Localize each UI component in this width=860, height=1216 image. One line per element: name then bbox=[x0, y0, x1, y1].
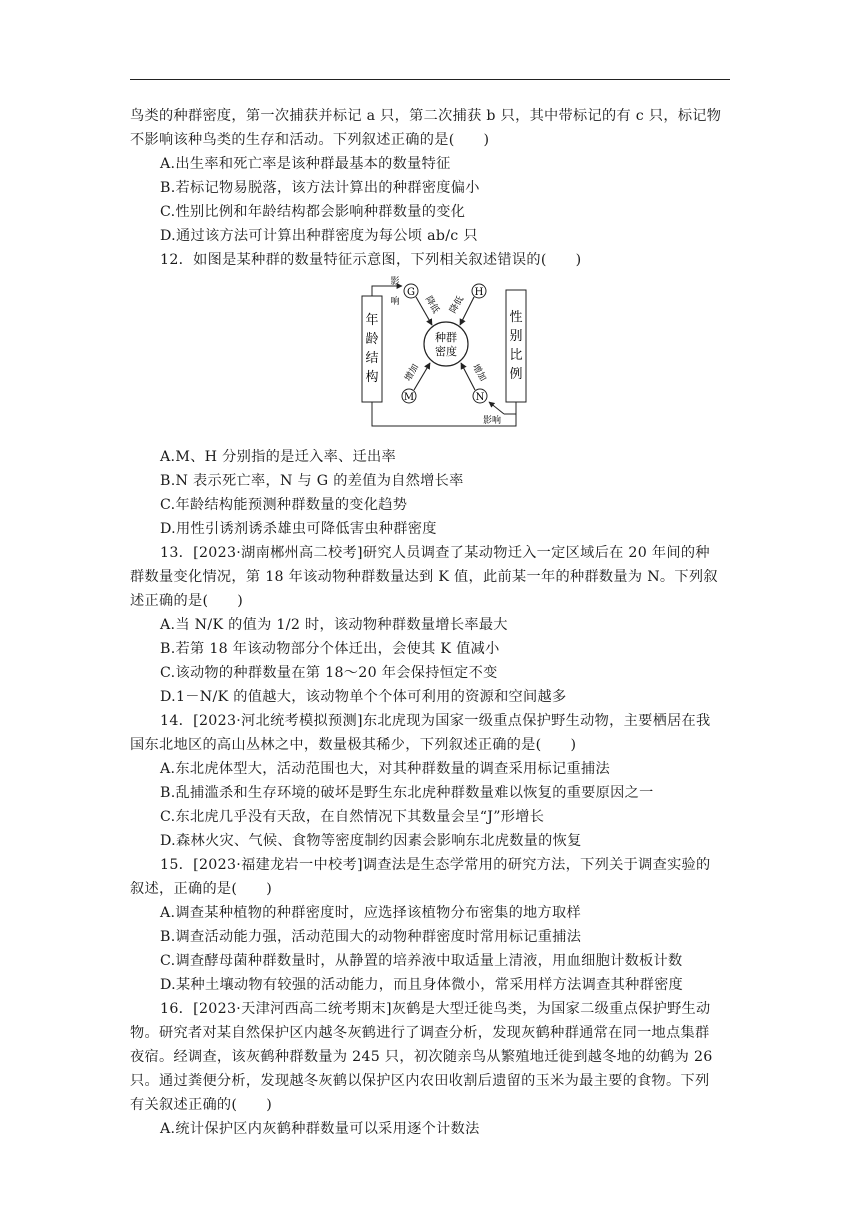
q15-line-1: 15．[2023·福建龙岩一中校考]调查法是生态学常用的研究方法，下列关于调查实验的 bbox=[160, 857, 711, 873]
age-structure-box bbox=[362, 296, 382, 402]
q11-option-d[interactable]: D.通过该方法可计算出种群密度为每公顷 ab/c 只 bbox=[160, 228, 478, 244]
q16-option-a[interactable]: A.统计保护区内灰鹤种群数量可以采用逐个计数法 bbox=[160, 1121, 480, 1137]
node-h-label: H bbox=[474, 287, 484, 298]
population-density-label: 种群 bbox=[435, 331, 457, 344]
sex-ratio-char: 别 bbox=[509, 329, 523, 344]
arrow-n-label: 增加 bbox=[469, 362, 488, 384]
population-feature-diagram bbox=[350, 272, 540, 432]
q12-option-d[interactable]: D.用性引诱剂诱杀雄虫可降低害虫种群密度 bbox=[160, 521, 437, 537]
q16-line-3: 夜宿。经调查，该灰鹤种群数量为 245 只，初次随亲鸟从繁殖地迁徙到越冬地的幼鹤为 26 bbox=[130, 1049, 713, 1065]
node-m-label: M bbox=[403, 392, 415, 403]
q16-line-4: 只。通过粪便分析，发现越冬灰鹤以保护区内农田收割后遗留的玉米为最主要的食物。下列 bbox=[130, 1073, 710, 1089]
q15-option-c[interactable]: C.调查酵母菌种群数量时，从静置的培养液中取适量上清液，用血细胞计数板计数 bbox=[160, 953, 683, 969]
q13-line-3: 述正确的是( ) bbox=[130, 593, 244, 609]
q14-option-a[interactable]: A.东北虎体型大，活动范围也大，对其种群数量的调查采用标记重捕法 bbox=[160, 761, 610, 777]
q14-line-1: 14．[2023·河北统考模拟预测]东北虎现为国家一级重点保护野生动物，主要栖居在我 bbox=[160, 713, 711, 729]
q15-line-2: 叙述，正确的是( ) bbox=[130, 881, 273, 897]
header-rule bbox=[130, 79, 730, 80]
q15-option-a[interactable]: A.调查某种植物的种群密度时，应选择该植物分布密集的地方取样 bbox=[160, 905, 582, 921]
arrow-g-label: 降低 bbox=[422, 294, 441, 316]
q16-line-2: 物。研究者对某自然保护区内越冬灰鹤进行了调查分析，发现灰鹤种群通常在同一地点集群 bbox=[130, 1025, 710, 1041]
influence-arrow-top bbox=[372, 286, 402, 296]
q11-option-c[interactable]: C.性别比例和年龄结构都会影响种群数量的变化 bbox=[160, 204, 466, 220]
q12-stem: 12．如图是某种群的数量特征示意图，下列相关叙述错误的( ) bbox=[160, 252, 582, 268]
q12-option-a[interactable]: A.M、H 分别指的是迁入率、迁出率 bbox=[160, 449, 397, 465]
q11-line-2: 不影响该种鸟类的生存和活动。下列叙述正确的是( ) bbox=[130, 132, 490, 148]
age-structure-char: 年 bbox=[365, 313, 379, 328]
q13-option-a[interactable]: A.当 N/K 的值为 1/2 时，该动物种群数量增长率最大 bbox=[160, 617, 508, 633]
influence-bottom-label: 影响 bbox=[482, 416, 502, 426]
sex-ratio-char: 比 bbox=[509, 348, 523, 363]
sex-ratio-box bbox=[506, 290, 526, 402]
q16-line-1: 16．[2023·天津河西高二统考期末]灰鹤是大型迁徙鸟类，为国家二级重点保护野生动 bbox=[160, 1001, 711, 1017]
arrow-h-label: 降低 bbox=[448, 294, 467, 316]
sex-ratio-char: 例 bbox=[509, 367, 523, 382]
q15-option-b[interactable]: B.调查活动能力强，活动范围大的动物种群密度时常用标记重捕法 bbox=[160, 929, 582, 945]
population-density-node bbox=[424, 322, 468, 366]
node-g-label: G bbox=[407, 287, 415, 298]
q16-line-5: 有关叙述正确的( ) bbox=[130, 1097, 273, 1113]
sex-ratio-char: 性 bbox=[509, 310, 523, 325]
age-structure-char: 结 bbox=[365, 351, 379, 366]
q13-line-1: 13．[2023·湖南郴州高二校考]研究人员调查了某动物迁入一定区域后在 20 年间的种 bbox=[160, 545, 710, 561]
arrow-m-label: 增加 bbox=[403, 362, 422, 384]
q14-option-d[interactable]: D.森林火灾、气候、食物等密度制约因素会影响东北虎数量的恢复 bbox=[160, 833, 582, 849]
q14-option-b[interactable]: B.乱捕滥杀和生存环境的破坏是野生东北虎种群数量难以恢复的重要原因之一 bbox=[160, 785, 654, 801]
q14-line-2: 国东北地区的高山丛林之中，数量极其稀少，下列叙述正确的是( ) bbox=[130, 737, 577, 753]
age-structure-char: 构 bbox=[365, 370, 379, 385]
influence-top-char: 影 bbox=[390, 277, 400, 287]
population-density-label: 密度 bbox=[435, 345, 457, 358]
q14-option-c[interactable]: C.东北虎几乎没有天敌，在自然情况下其数量会呈“J”形增长 bbox=[160, 809, 545, 825]
q15-option-d[interactable]: D.某种土壤动物有较强的活动能力，而且身体微小，常采用样方法调查其种群密度 bbox=[160, 977, 684, 993]
q12-option-c[interactable]: C.年龄结构能预测种群数量的变化趋势 bbox=[160, 497, 408, 513]
age-structure-char: 龄 bbox=[365, 332, 379, 347]
q12-option-b[interactable]: B.N 表示死亡率，N 与 G 的差值为自然增长率 bbox=[160, 473, 464, 489]
q13-option-d[interactable]: D.1－N/K 的值越大，该动物单个个体可利用的资源和空间越多 bbox=[160, 689, 567, 705]
q13-option-c[interactable]: C.该动物的种群数量在第 18～20 年会保持恒定不变 bbox=[160, 665, 498, 681]
q13-line-2: 群数量变化情况，第 18 年该动物种群数量达到 K 值，此前某一年的种群数量为 N。下列叙 bbox=[130, 569, 718, 585]
q11-line-1: 鸟类的种群密度，第一次捕获并标记 a 只，第二次捕获 b 只，其中带标记的有 c 只，标记物 bbox=[130, 108, 722, 124]
q11-option-a[interactable]: A.出生率和死亡率是该种群最基本的数量特征 bbox=[160, 156, 451, 172]
node-n-label: N bbox=[475, 392, 485, 403]
influence-top-char: 响 bbox=[390, 297, 400, 307]
influence-arrow-bottom-tip bbox=[489, 402, 504, 414]
q13-option-b[interactable]: B.若第 18 年该动物部分个体迁出，会使其 K 值减小 bbox=[160, 641, 500, 657]
q11-option-b[interactable]: B.若标记物易脱落，该方法计算出的种群密度偏小 bbox=[160, 180, 480, 196]
